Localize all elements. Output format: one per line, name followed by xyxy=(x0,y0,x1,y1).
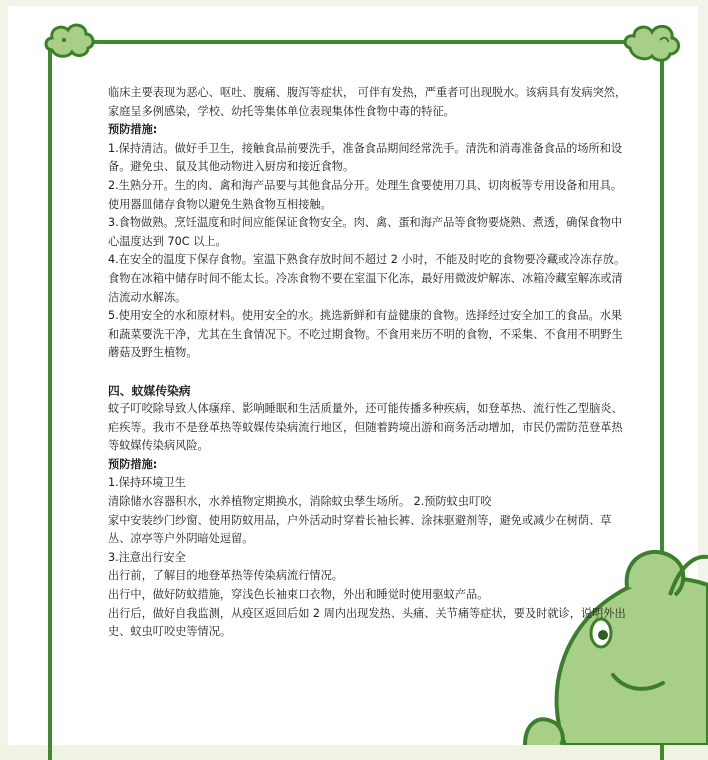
cloud-decoration-top-left-icon xyxy=(40,16,100,66)
mosquito-item-1-text: 清除储水容器积水，水养植物定期换水，消除蚊虫孳生场所。 2.预防蚊虫叮咬 xyxy=(108,495,492,509)
prevention-item-3: 3.食物做熟。烹饪温度和时间应能保证食物安全。肉、禽、蛋和海产品等食物要烧熟、煮透，确保食物中心温度达到 70C 以上。 xyxy=(108,216,623,248)
mosquito-item-1-title: 1.保持环境卫生 xyxy=(108,476,186,490)
mosquito-item-3-title: 3.注意出行安全 xyxy=(108,550,186,564)
prevention-item-1: 1.保持清洁。做好手卫生，接触食品前要洗手，准备食品期间经常洗手。清洗和消毒准备食品的场所和设备。避免虫、鼠及其他动物进入厨房和接近食物。 xyxy=(108,141,623,174)
spacer xyxy=(108,363,632,382)
prevention-heading-2: 预防措施: xyxy=(108,457,158,471)
travel-before: 出行前，了解目的地登革热等传染病流行情况。 xyxy=(108,569,343,583)
paragraph-symptoms: 临床主要表现为恶心、呕吐、腹痛、腹泻等症状， 可伴有发热，严重者可出现脱水。该病具有发病突然，家庭呈多例感染，学校、幼托等集体单位表现集体性食物中毒的特征。 xyxy=(108,86,627,118)
prevention-item-5: 5.使用安全的水和原材料。使用安全的水。挑选新鲜和有益健康的食物。选择经过安全加工的食品。水果和蔬菜要洗干净，尤其在生食情况下。不吃过期食物。不食用来历不明的食物，不采集、不食用不明野生蘑菇及野生植物。 xyxy=(108,309,623,360)
mosquito-item-2-text: 家中安装纱门纱窗、使用防蚊用品，户外活动时穿着长袖长裤、涂抹驱避剂等，避免或减少在树荫、草丛、凉亭等户外阴暗处逗留。 xyxy=(108,513,612,546)
prevention-heading-1: 预防措施: xyxy=(108,123,158,137)
document-body xyxy=(108,84,632,642)
prevention-item-2: 2.生熟分开。生的肉、禽和海产品要与其他食品分开。处理生食要使用刀具、切肉板等专用设备和用具。 使用器皿储存食物以避免生熟食物互相接触。 xyxy=(108,178,623,211)
travel-after: 出行后，做好自我监测，从疫区返回后如 2 周内出现发热、头痛、关节痛等症状，要及时就诊，说明外出史、蚊虫叮咬史等情况。 xyxy=(108,606,626,639)
cloud-decoration-top-right-icon xyxy=(620,18,684,68)
paragraph-mosquito-intro: 蚊子叮咬除导致人体瘙痒、影响睡眠和生活质量外，还可能传播多种疾病，如登革热、流行性乙型脑炎、疟疾等。我市不是登革热等蚊媒传染病流行地区，但随着跨境出游和商务活动增加，市民仍需防范登革热等蚊媒传染病风险。 xyxy=(108,402,623,453)
prevention-item-4: 4.在安全的温度下保存食物。室温下熟食存放时间不超过 2 小时，不能及时吃的食物要冷藏或冷冻存放。食物在冰箱中储存时间不能太长。冷冻食物不要在室温下化冻，最好用微波炉解冻、冰箱冷藏室解冻或清洁流动水解冻。 xyxy=(108,253,626,304)
travel-during: 出行中，做好防蚊措施，穿浅色长袖束口衣物，外出和睡觉时使用驱蚊产品。 xyxy=(108,588,489,602)
section-heading-mosquito: 四、蚊媒传染病 xyxy=(108,383,191,398)
